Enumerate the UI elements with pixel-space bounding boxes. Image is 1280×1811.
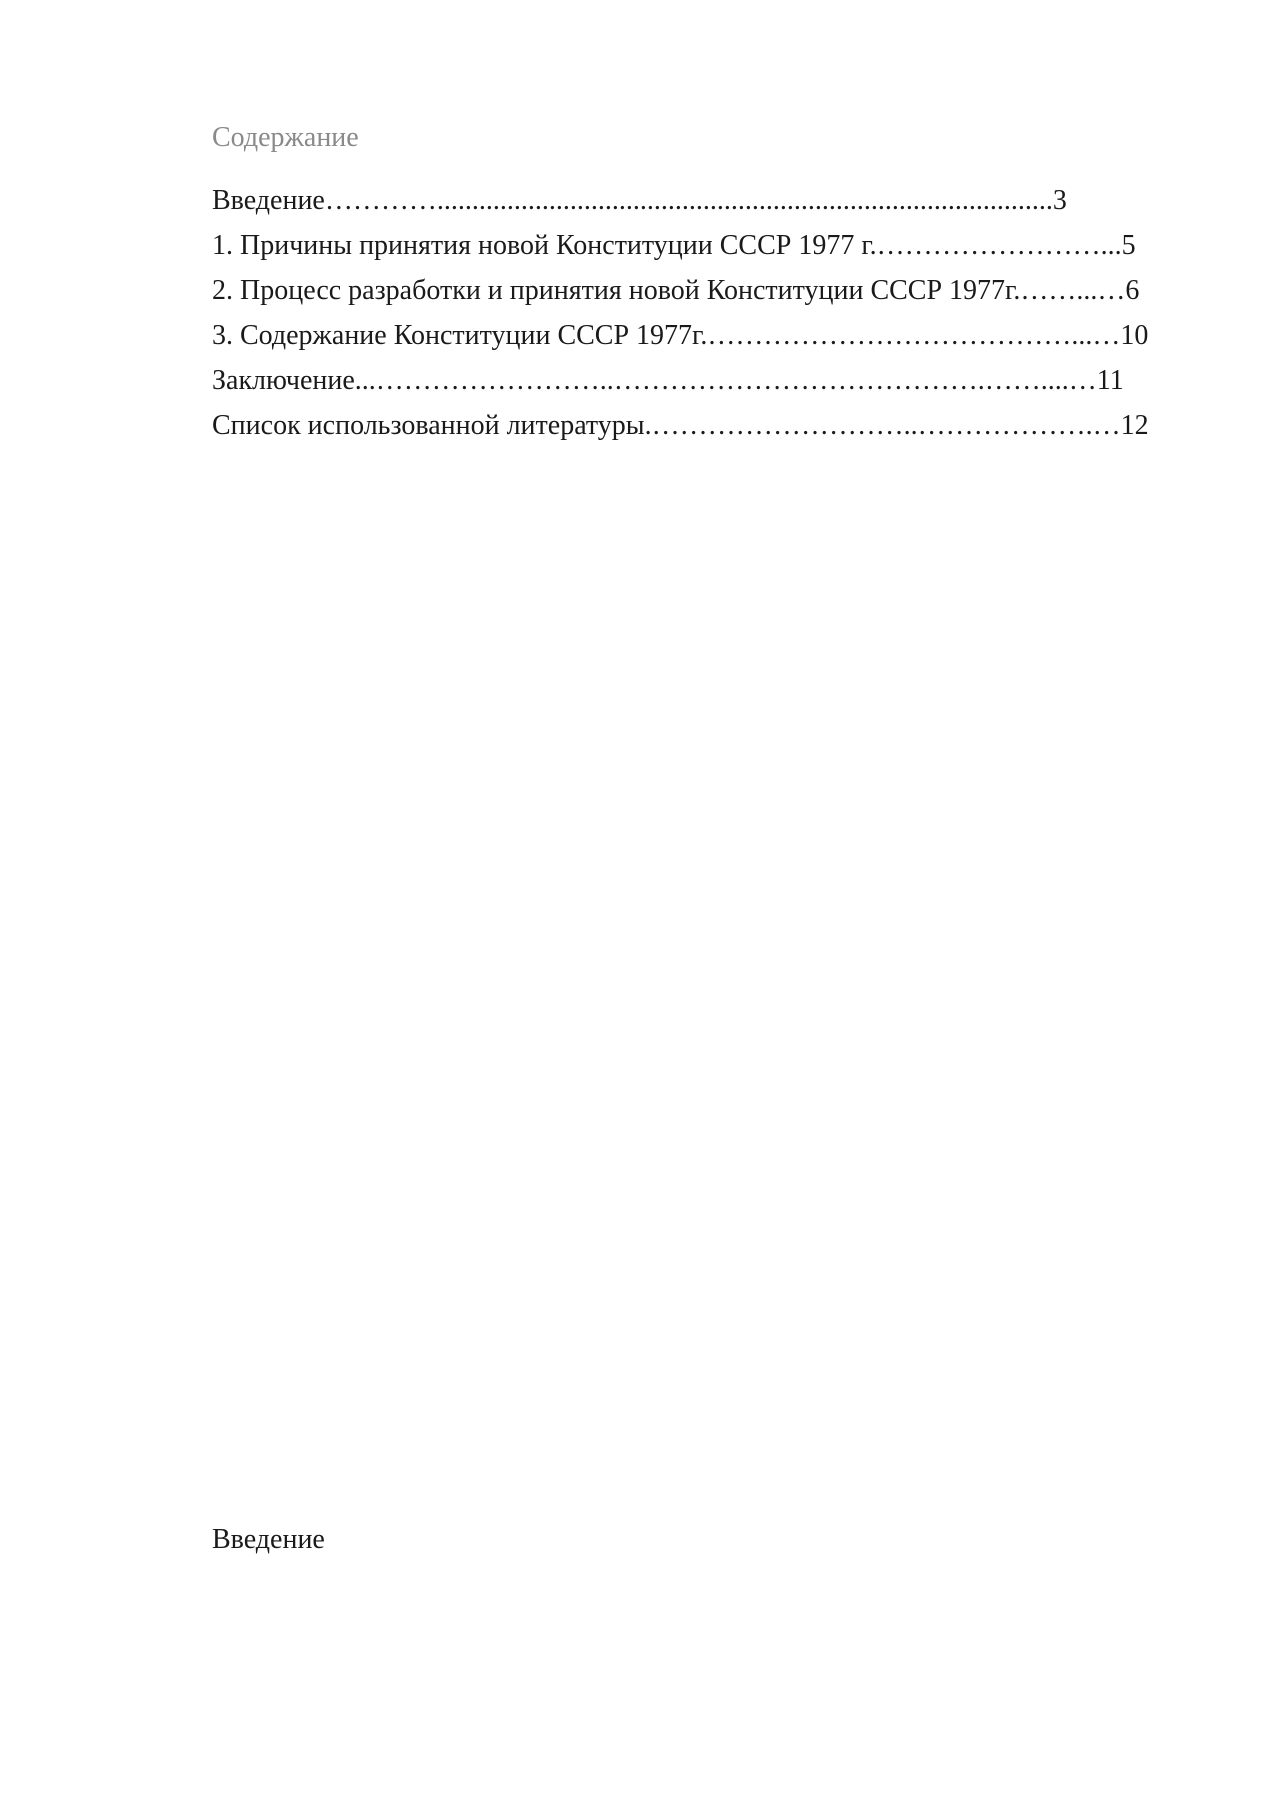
toc-title: Содержание <box>212 122 359 153</box>
toc-entry-chapter-1: 1. Причины принятия новой Конституции СССР 1977 г.……………………...5 <box>212 230 1136 261</box>
toc-entry-bibliography: Список использованной литературы.………………………..……………….…12 <box>212 410 1149 441</box>
toc-entry-chapter-2: 2. Процесс разработки и принятия новой Конституции СССР 1977г.……...…6 <box>212 275 1140 306</box>
toc-list <box>212 178 1149 448</box>
section-heading-introduction: Введение <box>212 1524 325 1555</box>
toc-entry-introduction: Введение…………........................................................................................3 <box>212 185 1067 216</box>
toc-entry-chapter-3: 3. Содержание Конституции СССР 1977г.…………………………………...…10 <box>212 320 1149 351</box>
toc-entry-conclusion: Заключение...……………………..………………………………….……....…11 <box>212 365 1124 396</box>
